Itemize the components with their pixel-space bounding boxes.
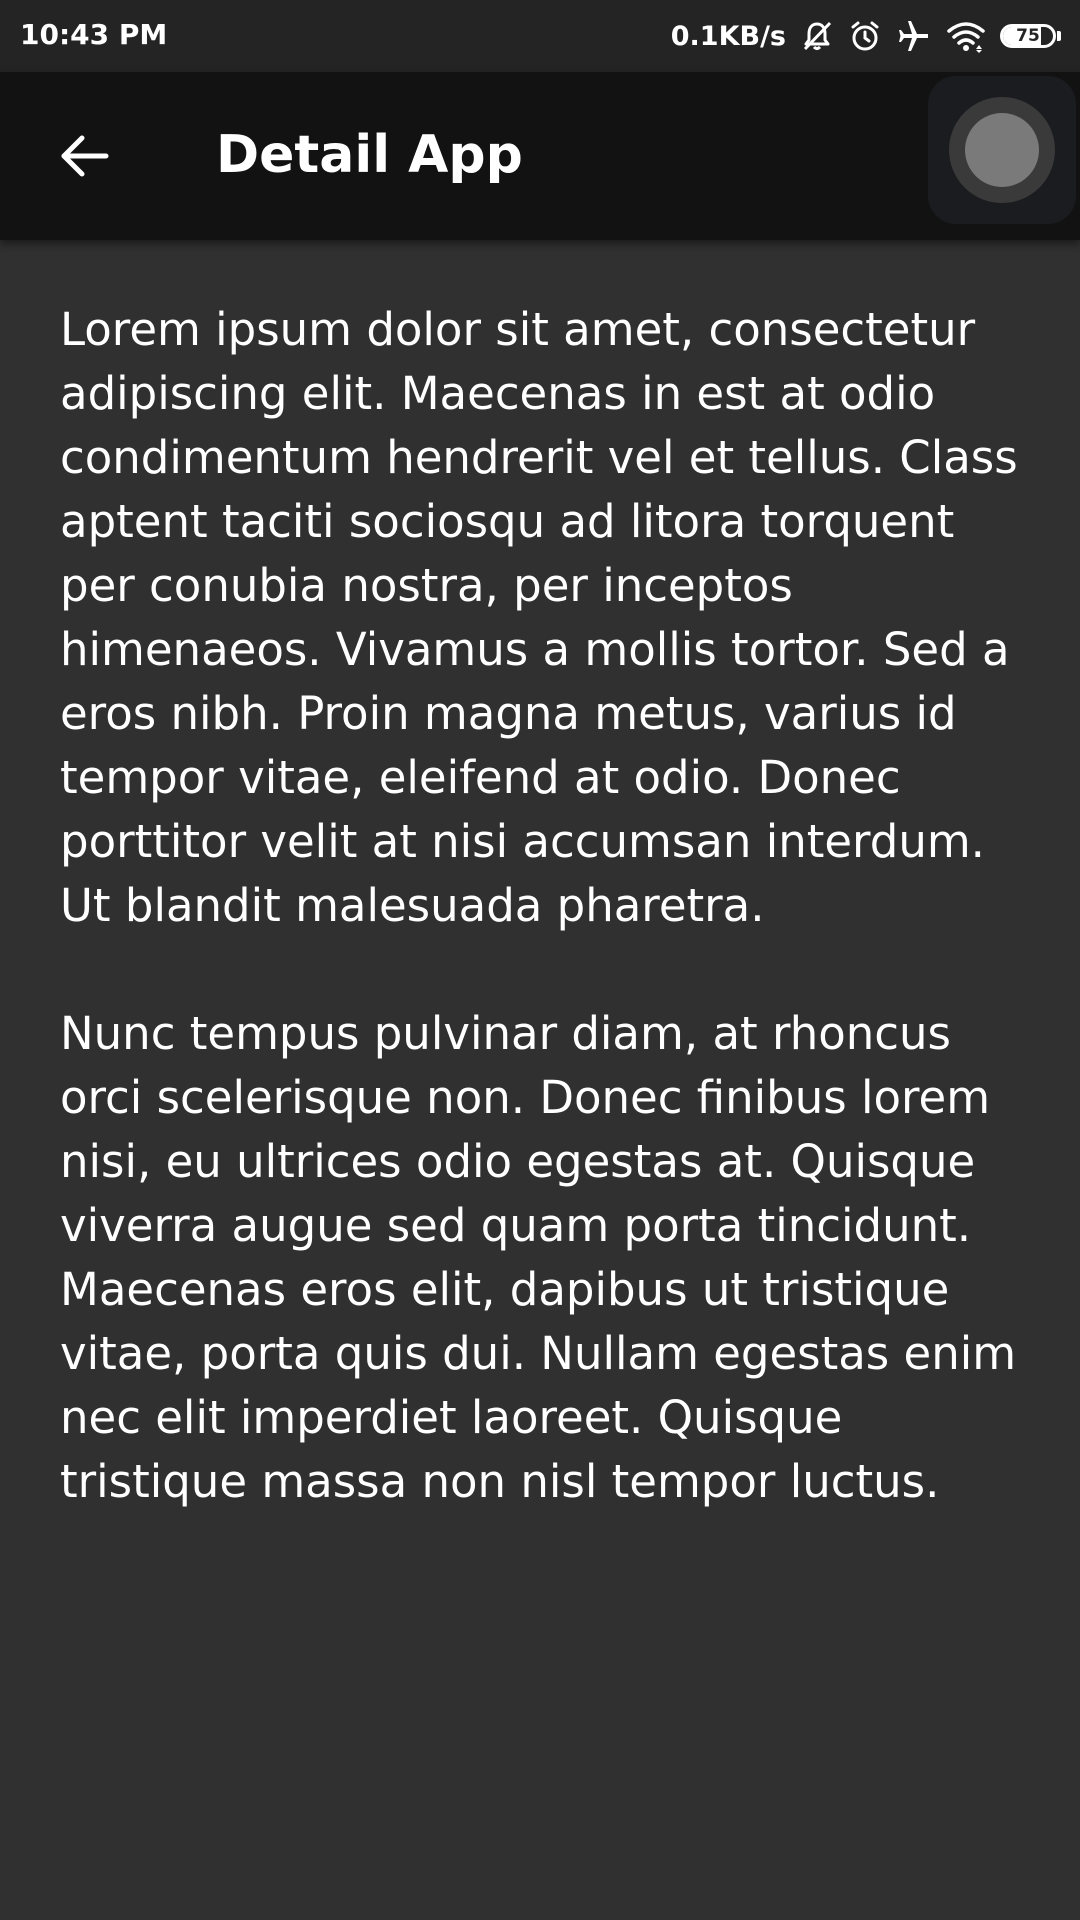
- detail-content: [60, 298, 1040, 1578]
- battery-level: 75: [1016, 26, 1040, 46]
- network-speed: 0.1KB/s: [670, 20, 786, 52]
- assistive-touch-button[interactable]: [928, 76, 1076, 224]
- airplane-icon: [896, 19, 932, 53]
- assistive-touch-core: [965, 113, 1039, 187]
- alarm-icon: [848, 19, 882, 53]
- page-title: Detail App: [216, 125, 523, 185]
- status-bar: [0, 0, 1080, 72]
- battery-body: [1000, 24, 1056, 48]
- back-button[interactable]: [44, 116, 124, 196]
- detail-paragraph: Nunc tempus pulvinar diam, at rhoncus orci scelerisque non. Donec finibus lorem nisi, eu ultrices odio egestas at. Quisque viverra augue sed quam porta tincidunt. Maecenas eros elit, dapibus ut tristique vitae, porta quis dui. Nullam egestas enim nec elit imperdiet laoreet. Quisque tristique massa non nisl tempor luctus.: [60, 1007, 1017, 1508]
- app-bar: [0, 72, 1080, 240]
- arrow-left-icon: [56, 128, 112, 184]
- battery-icon: [1000, 22, 1062, 50]
- assistive-touch-ring: [949, 97, 1055, 203]
- wifi-icon: [946, 19, 986, 53]
- status-icons: [671, 16, 1062, 56]
- detail-paragraph: Lorem ipsum dolor sit amet, consectetur adipiscing elit. Maecenas in est at odio condimentum hendrerit vel et tellus. Class aptent taciti sociosqu ad litora torquent per conubia nostra, per inceptos himenaeos. Vivamus a mollis tortor. Sed a eros nibh. Proin magna metus, varius id tempor vitae, eleifend at odio. Donec porttitor velit at nisi accumsan interdum. Ut blandit malesuada pharetra.: [60, 303, 1018, 932]
- battery-tip: [1057, 31, 1061, 41]
- status-time: 10:43 PM: [20, 18, 168, 51]
- bell-muted-icon: [800, 19, 834, 53]
